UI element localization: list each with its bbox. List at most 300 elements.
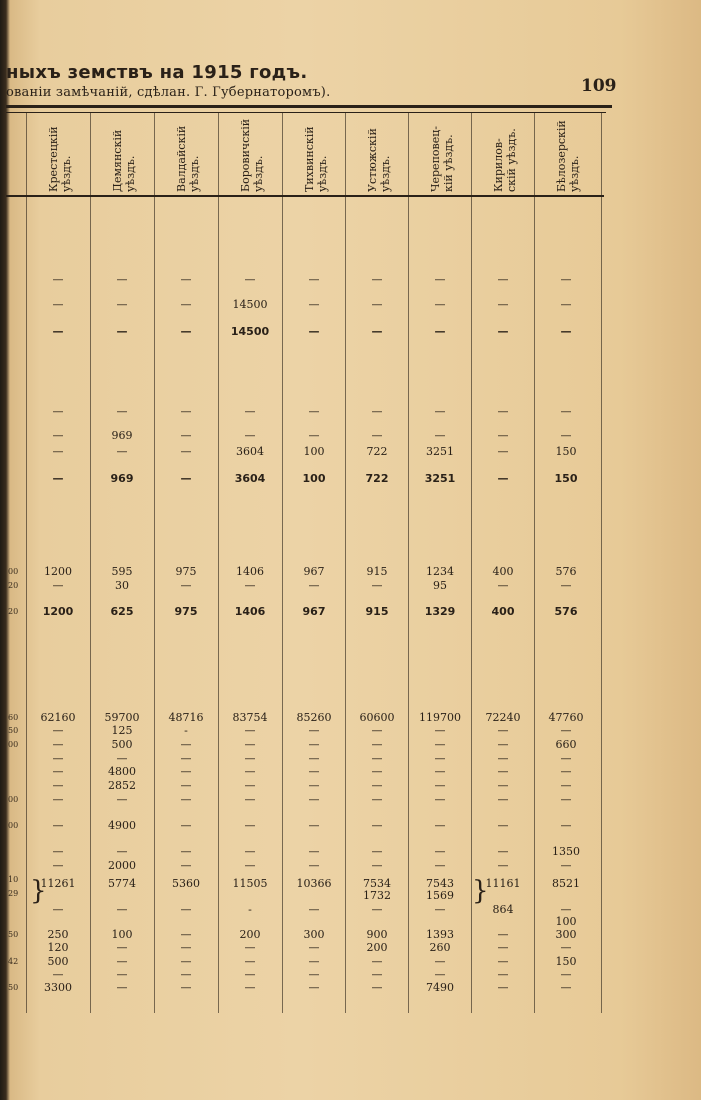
table-cell: 400 (492, 565, 514, 578)
table-cell: — (180, 405, 192, 418)
table-cell: — (560, 273, 572, 286)
table-cell: — (244, 579, 256, 592)
edge-number: 20 (8, 607, 19, 616)
table-cell: 864 (492, 903, 514, 916)
column-header-line: Череповец- (429, 125, 442, 192)
table-cell: 150 (555, 955, 577, 968)
column-header (292, 118, 332, 194)
table-cell: 60600 (359, 711, 395, 724)
column-header-line: уѣздъ. (60, 155, 73, 192)
table-cell: — (308, 298, 320, 311)
table-cell: 967 (302, 605, 326, 618)
table-cell: — (244, 765, 256, 778)
table-cell: — (308, 968, 320, 981)
table-cell: — (371, 819, 383, 832)
table-cell: — (52, 793, 64, 806)
table-cell: — (434, 819, 446, 832)
table-cell: 119700 (419, 711, 461, 724)
table-cell: — (497, 724, 509, 737)
table-cell: — (434, 859, 446, 872)
table-cell: — (52, 752, 64, 765)
table-cell: — (560, 765, 572, 778)
table-cell: 7534 (363, 877, 391, 890)
table-cell: — (308, 779, 320, 792)
table-cell: — (52, 273, 64, 286)
table-cell: — (180, 819, 192, 832)
table-cell: 660 (555, 738, 577, 751)
table-cell: 915 (365, 605, 389, 618)
table-cell: 3251 (426, 445, 454, 458)
table-cell: — (180, 579, 192, 592)
table-cell: 62160 (40, 711, 76, 724)
table-cell: — (180, 325, 192, 338)
table-cell: — (371, 779, 383, 792)
table-cell: — (560, 752, 572, 765)
table-cell: — (116, 941, 128, 954)
table-cell: — (560, 859, 572, 872)
column-rule (408, 113, 409, 1013)
table-cell: 915 (366, 565, 388, 578)
table-cell: 11505 (232, 877, 268, 890)
edge-number: 50 (8, 983, 19, 992)
table-cell: 1200 (42, 605, 74, 618)
table-cell: — (497, 845, 509, 858)
column-header-line: уѣздъ. (252, 155, 265, 192)
page-number: 109 (581, 76, 617, 96)
edge-number: 00 (8, 740, 19, 749)
table-cell: — (52, 445, 64, 458)
table-cell: 1200 (44, 565, 72, 578)
edge-number: 42 (8, 957, 19, 966)
table-cell: — (52, 968, 64, 981)
column-header-line: Бѣлозерскій (555, 120, 568, 192)
table-cell: 250 (47, 928, 69, 941)
table-cell: 8521 (552, 877, 580, 890)
table-cell: 125 (111, 724, 133, 737)
table-cell: 200 (366, 941, 388, 954)
column-header-line: уѣздъ. (124, 155, 137, 192)
table-cell: — (434, 955, 446, 968)
table-cell: 48716 (168, 711, 204, 724)
table-cell: — (434, 405, 446, 418)
table-cell: — (116, 752, 128, 765)
column-rule (90, 113, 91, 1013)
table-cell: — (52, 765, 64, 778)
table-cell: 95 (433, 579, 447, 592)
table-cell: — (180, 968, 192, 981)
edge-number: 60 (8, 713, 19, 722)
table-cell: — (244, 941, 256, 954)
table-cell: 900 (366, 928, 388, 941)
table-cell: 1350 (552, 845, 580, 858)
table-cell: — (497, 819, 509, 832)
table-cell: — (52, 819, 64, 832)
table-cell: — (52, 779, 64, 792)
table-cell: 7543 (426, 877, 454, 890)
table-cell: — (52, 579, 64, 592)
table-cell: 150 (554, 472, 578, 485)
table-cell: — (52, 298, 64, 311)
table-cell: — (244, 793, 256, 806)
table-cell: — (560, 941, 572, 954)
column-header-line: Устюжскій (366, 128, 379, 192)
table-cell: — (371, 793, 383, 806)
table-cell: — (116, 298, 128, 311)
table-cell: — (308, 429, 320, 442)
table-cell: — (497, 752, 509, 765)
table-cell: — (560, 968, 572, 981)
table-cell: 150 (555, 445, 577, 458)
table-cell: — (434, 738, 446, 751)
table-cell: — (180, 859, 192, 872)
table-cell: — (180, 955, 192, 968)
column-rule (282, 113, 283, 1013)
table-cell: 120 (47, 941, 69, 954)
table-cell: — (180, 903, 192, 916)
table-cell: — (497, 325, 509, 338)
table-cell: 722 (366, 445, 388, 458)
table-cell: 100 (555, 915, 577, 928)
table-cell: 300 (303, 928, 325, 941)
table-cell: — (244, 981, 256, 994)
table-cell: — (497, 298, 509, 311)
table-cell: — (244, 273, 256, 286)
edge-number: 50 (8, 726, 19, 735)
table-cell: 1329 (424, 605, 456, 618)
table-cell: — (180, 941, 192, 954)
table-cell: — (308, 405, 320, 418)
header-rule-thick (6, 105, 612, 108)
table-cell: 3604 (236, 445, 264, 458)
table-cell: 260 (429, 941, 451, 954)
table-cell: 975 (174, 605, 198, 618)
column-rule (154, 113, 155, 1013)
table-cell: — (52, 472, 64, 485)
table-cell: — (371, 298, 383, 311)
table-cell: — (497, 273, 509, 286)
table-cell: — (308, 981, 320, 994)
table-cell: 72240 (485, 711, 521, 724)
table-cell: — (497, 941, 509, 954)
table-cell: — (308, 819, 320, 832)
table-cell: — (560, 981, 572, 994)
table-cell: — (434, 298, 446, 311)
table-cell: — (52, 325, 64, 338)
column-head-rule (6, 195, 604, 197)
table-cell: — (434, 845, 446, 858)
column-header (36, 118, 76, 194)
table-cell: — (497, 445, 509, 458)
table-cell: 1234 (426, 565, 454, 578)
table-cell: 967 (303, 565, 325, 578)
table-cell: — (434, 793, 446, 806)
table-cell: — (180, 928, 192, 941)
table-cell: — (180, 845, 192, 858)
table-cell: — (244, 968, 256, 981)
column-header-line: уѣздъ. (188, 155, 201, 192)
column-header-line: Тихвинскій (303, 126, 316, 192)
table-cell: — (434, 903, 446, 916)
table-cell: — (308, 273, 320, 286)
table-cell: — (560, 724, 572, 737)
table-cell: 47760 (548, 711, 584, 724)
table-cell: — (497, 429, 509, 442)
column-header (418, 118, 458, 194)
table-cell: — (180, 981, 192, 994)
edge-number: 00 (8, 567, 19, 576)
table-cell: — (308, 845, 320, 858)
table-cell: 1393 (426, 928, 454, 941)
table-cell: — (308, 752, 320, 765)
table-cell: 1732 (363, 889, 391, 902)
table-cell: — (180, 793, 192, 806)
table-cell: — (434, 325, 446, 338)
table-cell: — (434, 968, 446, 981)
table-cell: — (497, 981, 509, 994)
column-header-line: кій уѣздъ. (442, 134, 455, 192)
brace-mark: } (472, 876, 489, 906)
table-cell: 625 (110, 605, 134, 618)
table-cell: — (434, 752, 446, 765)
table-cell: 30 (115, 579, 129, 592)
table-cell: — (244, 955, 256, 968)
table-cell: — (371, 579, 383, 592)
table-cell: — (308, 941, 320, 954)
table-cell: — (497, 955, 509, 968)
table-cell: — (371, 968, 383, 981)
table-cell: 400 (491, 605, 515, 618)
table-cell: 100 (111, 928, 133, 941)
table-cell: 200 (239, 928, 261, 941)
column-header-line: уѣздъ. (379, 155, 392, 192)
table-cell: 11261 (40, 877, 76, 890)
table-cell: — (560, 779, 572, 792)
table-cell: — (116, 845, 128, 858)
table-cell: — (560, 405, 572, 418)
table-cell: — (180, 429, 192, 442)
column-rule (601, 113, 602, 1013)
table-cell: — (244, 752, 256, 765)
table-cell: — (560, 819, 572, 832)
column-header-line: Валдайскій (175, 125, 188, 192)
column-header-line: Крестецкій (47, 126, 60, 192)
table-cell: — (560, 903, 572, 916)
table-cell: 3251 (424, 472, 456, 485)
brace-mark: } (30, 876, 47, 906)
table-cell: — (371, 859, 383, 872)
table-cell: — (180, 752, 192, 765)
header-rule-thin (6, 112, 606, 113)
table-cell: — (244, 724, 256, 737)
column-header-line: Боровичскій (239, 118, 252, 192)
table-cell: — (371, 724, 383, 737)
table-cell: — (497, 779, 509, 792)
table-cell: — (371, 273, 383, 286)
table-cell: — (308, 793, 320, 806)
table-cell: — (116, 273, 128, 286)
table-cell: — (116, 405, 128, 418)
table-cell: — (180, 779, 192, 792)
table-cell: 969 (111, 429, 133, 442)
column-header (544, 118, 584, 194)
table-cell: 595 (111, 565, 133, 578)
table-cell: — (308, 724, 320, 737)
table-cell: — (497, 472, 509, 485)
table-cell: — (497, 765, 509, 778)
table-cell: — (371, 765, 383, 778)
column-header-line: Кирилов- (492, 138, 505, 192)
table-cell: — (244, 779, 256, 792)
column-rule (26, 113, 27, 1013)
table-cell: — (371, 981, 383, 994)
table-cell: — (371, 325, 383, 338)
table-cell: — (52, 429, 64, 442)
column-header (100, 118, 140, 194)
edge-number: 00 (8, 795, 19, 804)
table-cell: 969 (110, 472, 134, 485)
table-cell: 722 (365, 472, 389, 485)
table-cell: — (308, 579, 320, 592)
column-rule (534, 113, 535, 1013)
table-cell: — (244, 429, 256, 442)
table-cell: 1406 (234, 605, 266, 618)
table-cell: — (371, 903, 383, 916)
table-cell: — (244, 738, 256, 751)
column-header-line: Демянскій (111, 129, 124, 192)
table-cell: 100 (302, 472, 326, 485)
table-cell: — (116, 325, 128, 338)
table-cell: — (244, 819, 256, 832)
table-cell: 14500 (230, 325, 270, 338)
table-cell: — (116, 793, 128, 806)
table-cell: — (371, 752, 383, 765)
table-cell: 2000 (108, 859, 136, 872)
table-cell: — (308, 738, 320, 751)
table-cell: — (560, 793, 572, 806)
table-cell: 3604 (234, 472, 266, 485)
table-cell: 4900 (108, 819, 136, 832)
table-cell: — (497, 405, 509, 418)
column-header (355, 118, 395, 194)
table-cell: 100 (303, 445, 325, 458)
table-cell: — (560, 298, 572, 311)
table-cell: — (244, 859, 256, 872)
table-cell: — (116, 981, 128, 994)
page-subtitle: ованіи замѣчаній, сдѣлан. Г. Губернаторомъ). (6, 85, 331, 100)
table-cell: — (308, 903, 320, 916)
table-cell: 83754 (232, 711, 268, 724)
edge-number: 29 (8, 889, 19, 898)
edge-number: 20 (8, 581, 19, 590)
table-cell: — (308, 765, 320, 778)
table-cell: — (180, 765, 192, 778)
table-cell: 14500 (232, 298, 268, 311)
table-cell: — (497, 968, 509, 981)
column-rule (345, 113, 346, 1013)
table-cell: 500 (111, 738, 133, 751)
column-header (228, 118, 268, 194)
table-cell: 3300 (44, 981, 72, 994)
table-cell: — (52, 845, 64, 858)
table-cell: — (560, 325, 572, 338)
edge-number: 00 (8, 821, 19, 830)
table-cell: 5774 (108, 877, 136, 890)
table-cell: 4800 (108, 765, 136, 778)
column-header-line: скій уѣздъ. (505, 128, 518, 192)
table-cell: 59700 (104, 711, 140, 724)
table-cell: — (180, 298, 192, 311)
table-cell: 2852 (108, 779, 136, 792)
column-header (164, 118, 204, 194)
table-cell: — (180, 738, 192, 751)
table-cell: — (116, 955, 128, 968)
table-cell: — (244, 845, 256, 858)
table-cell: 85260 (296, 711, 332, 724)
table-cell: - (248, 903, 252, 916)
table-cell: 975 (175, 565, 197, 578)
table-cell: — (371, 845, 383, 858)
table-cell: — (116, 903, 128, 916)
table-cell: 7490 (426, 981, 454, 994)
table-cell: 576 (554, 605, 578, 618)
table-cell: — (308, 325, 320, 338)
table-cell: — (434, 779, 446, 792)
column-rule (218, 113, 219, 1013)
table-cell: — (52, 903, 64, 916)
table-cell: — (434, 765, 446, 778)
table-cell: — (308, 859, 320, 872)
column-header-line: уѣздъ. (316, 155, 329, 192)
table-cell: — (497, 579, 509, 592)
table-cell: — (116, 445, 128, 458)
column-header-line: уѣздъ. (568, 155, 581, 192)
table-cell: — (497, 793, 509, 806)
table-cell: - (184, 724, 188, 737)
table-cell: 300 (555, 928, 577, 941)
table-cell: — (371, 738, 383, 751)
table-cell: 1406 (236, 565, 264, 578)
table-cell: — (497, 928, 509, 941)
table-cell: 500 (47, 955, 69, 968)
table-cell: — (434, 429, 446, 442)
table-cell: — (497, 738, 509, 751)
edge-number: 10 (8, 875, 19, 884)
page-title: ныхъ земствъ на 1915 годъ. (6, 62, 308, 83)
table-cell: — (371, 955, 383, 968)
table-cell: — (52, 724, 64, 737)
column-header (481, 118, 521, 194)
table-cell: 10366 (296, 877, 332, 890)
table-cell: — (308, 955, 320, 968)
table-cell: — (52, 738, 64, 751)
table-cell: 1569 (426, 889, 454, 902)
table-cell: 576 (555, 565, 577, 578)
table-cell: — (180, 445, 192, 458)
table-cell: — (497, 859, 509, 872)
table-cell: 5360 (172, 877, 200, 890)
table-cell: — (560, 579, 572, 592)
table-cell: 11161 (485, 877, 521, 890)
table-cell: — (371, 429, 383, 442)
edge-number: 50 (8, 930, 19, 939)
table-cell: — (560, 429, 572, 442)
table-cell: — (52, 405, 64, 418)
table-cell: — (116, 968, 128, 981)
table-cell: — (434, 273, 446, 286)
table-cell: — (434, 724, 446, 737)
table-cell: — (52, 859, 64, 872)
table-cell: — (180, 472, 192, 485)
